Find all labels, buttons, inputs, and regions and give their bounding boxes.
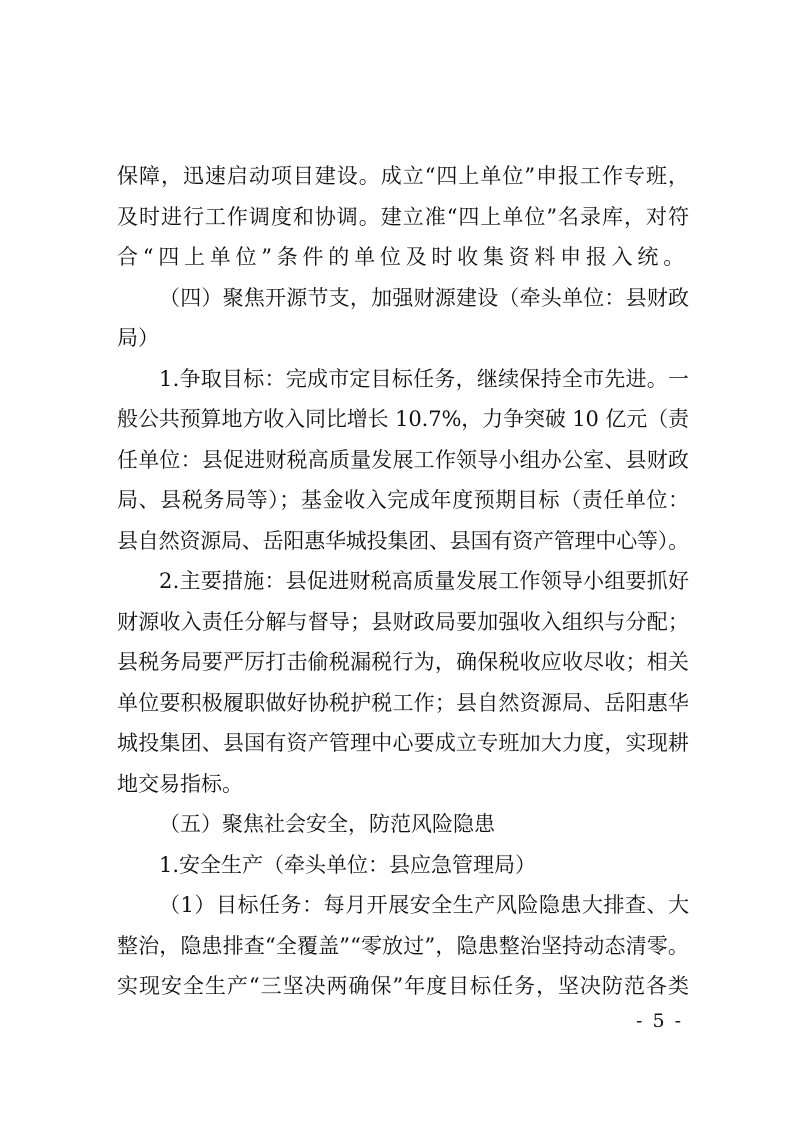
text-line: 县自然资源局、岳阳惠华城投集团、县国有资产管理中心等）。 bbox=[117, 528, 689, 553]
paragraph-start: （1）目标任务：每月开展安全生产风险隐患大排查、大 bbox=[159, 893, 690, 917]
text-line: 般公共预算地方收入同比增长 10.7%，力争突破 10 亿元（责 bbox=[117, 407, 689, 431]
text-line: 及时进行工作调度和协调。建立准“四上单位”名录库，对符 bbox=[117, 204, 690, 229]
page-number: - 5 - bbox=[635, 1010, 683, 1032]
text-line: 保障，迅速启动项目建设。成立“四上单位”申报工作专班， bbox=[117, 164, 690, 188]
paragraph-start: 1.争取目标：完成市定目标任务，继续保持全市先进。一 bbox=[159, 366, 690, 391]
text-line: 县税务局要严厉打击偷税漏税行为，确保税收应收尽收；相关 bbox=[117, 650, 690, 674]
paragraph-start: 2.主要措施：县促进财税高质量发展工作领导小组要抓好 bbox=[159, 569, 690, 593]
text-line: 城投集团、县国有资产管理中心要成立专班加大力度，实现耕 bbox=[117, 731, 690, 755]
section-heading-5: （五）聚焦社会安全，防范风险隐患 bbox=[159, 812, 495, 836]
text-line: 合“四上单位”条件的单位及时收集资料申报入统。 bbox=[117, 245, 689, 269]
body-text bbox=[117, 156, 689, 1007]
text-line: 单位要积极履职做好协税护税工作；县自然资源局、岳阳惠华 bbox=[117, 690, 690, 715]
text-line: 任单位：县促进财税高质量发展工作领导小组办公室、县财政 bbox=[117, 447, 690, 472]
subsection-heading: 1.安全生产（牵头单位：县应急管理局） bbox=[159, 852, 537, 877]
section-heading-4: （四）聚焦开源节支，加强财源建设（牵头单位：县财政 bbox=[159, 285, 690, 310]
text-line: 地交易指标。 bbox=[117, 771, 243, 796]
text-line: 财源收入责任分解与督导；县财政局要加强收入组织与分配； bbox=[117, 609, 690, 634]
text-line: 局） bbox=[117, 326, 159, 350]
text-line: 实现安全生产“三坚决两确保”年度目标任务，坚决防范各类 bbox=[117, 974, 690, 998]
text-line: 整治，隐患排查“全覆盖”“零放过”，隐患整治坚持动态清零。 bbox=[117, 933, 690, 958]
text-line: 局、县税务局等）；基金收入完成年度预期目标（责任单位： bbox=[117, 488, 690, 512]
